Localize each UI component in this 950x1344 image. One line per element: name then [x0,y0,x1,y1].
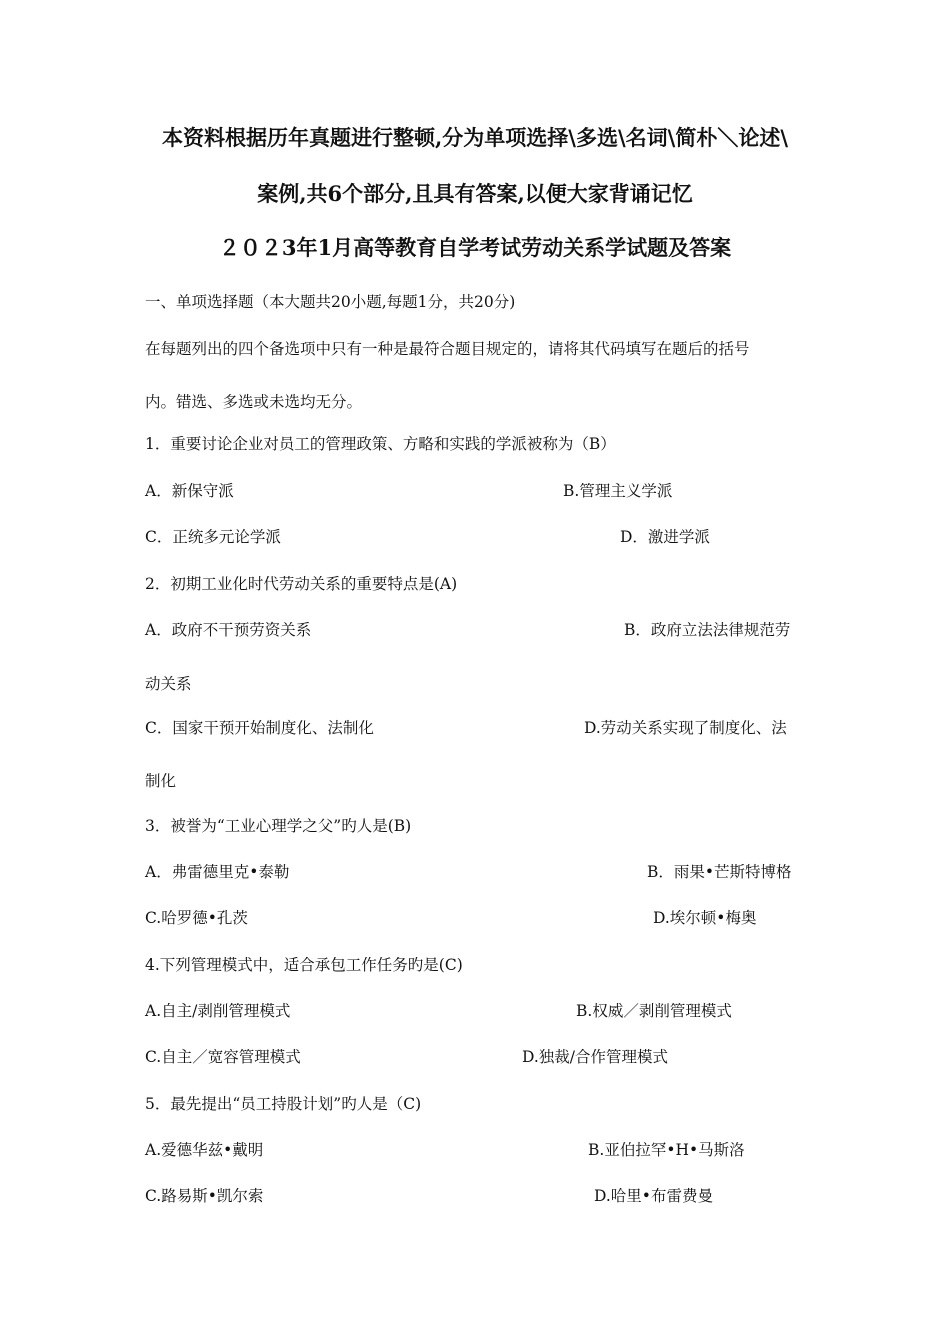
question-stem: 4.下列管理模式中，适合承包工作任务旳是(C) [145,956,463,974]
question-stem: 2．初期工业化时代劳动关系的重要特点是(A) [145,575,458,593]
exam-title: ２０２3年1月高等教育自学考试劳动关系学试题及答案 [218,235,732,260]
option-d: D.埃尔顿•梅奥 [653,909,757,927]
question-stem: 3．被誉为“工业心理学之父”旳人是(B) [145,817,412,835]
option-b: B．雨果•芒斯特博格 [647,863,792,881]
option-c: C.哈罗德•孔茨 [145,909,248,927]
option-d-continuation: 制化 [145,772,177,790]
question-stem: 5．最先提出“员工持股计划”旳人是（C) [145,1095,422,1113]
option-b: B．政府立法法律规范劳 [624,621,791,639]
intro-line-1: 本资料根据历年真题进行整顿,分为单项选择\多选\名词\简朴＼论述\ [162,125,788,150]
option-d: D.劳动关系实现了制度化、法 [584,719,787,737]
option-b: B.管理主义学派 [563,482,673,500]
option-a: A．政府不干预劳资关系 [145,621,312,639]
option-a: A.自主/剥削管理模式 [145,1002,291,1020]
instruction-line-1: 在每题列出的四个备选项中只有一种是最符合题目规定的，请将其代码填写在题后的括号 [145,340,750,358]
intro-line-2: 案例,共6个部分,且具有答案,以便大家背诵记忆 [257,181,693,206]
option-b: B.权威／剥削管理模式 [576,1002,732,1020]
option-c: C.路易斯•凯尔索 [145,1187,264,1205]
option-b: B.亚伯拉罕•H•马斯洛 [588,1141,745,1159]
option-a: A．新保守派 [145,482,234,500]
option-d: D.独裁/合作管理模式 [522,1048,669,1066]
option-b-continuation: 动关系 [145,675,192,693]
option-c: C．正统多元论学派 [145,528,281,546]
option-a: A.爱德华兹•戴明 [145,1141,264,1159]
option-d: D．激进学派 [620,528,710,546]
option-c: C.自主／宽容管理模式 [145,1048,301,1066]
option-a: A．弗雷德里克•泰勒 [145,863,290,881]
question-stem: 1．重要讨论企业对员工的管理政策、方略和实践的学派被称为（B） [145,435,616,453]
option-d: D.哈里•布雷费曼 [594,1187,713,1205]
option-c: C．国家干预开始制度化、法制化 [145,719,374,737]
instruction-line-2: 内。错选、多选或未选均无分。 [145,393,363,411]
section-heading: 一、单项选择题（本大题共20小题,每题1分，共20分) [145,293,516,311]
